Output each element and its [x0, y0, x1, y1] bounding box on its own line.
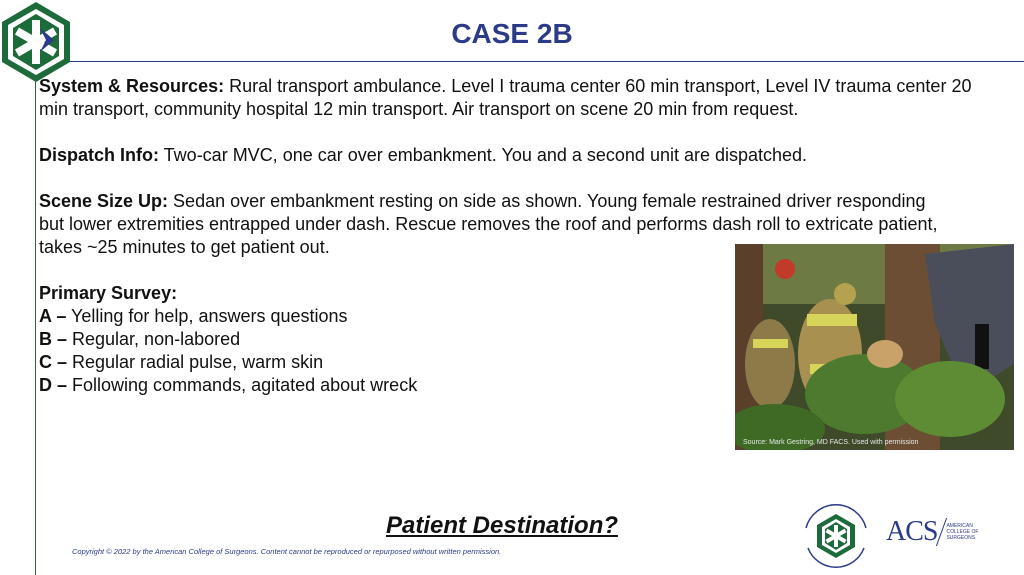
scene-photo	[735, 244, 1014, 450]
copyright-notice: Copyright © 2022 by the American College of Surgeons. Content cannot be reproduced or repurposed without written permission.	[72, 547, 502, 556]
dispatch-info-label: Dispatch Info:	[39, 145, 159, 165]
survey-item-text: Regular radial pulse, warm skin	[67, 352, 324, 372]
scene-photo-image	[735, 244, 1014, 450]
survey-item-text: Following commands, agitated about wreck	[67, 375, 418, 395]
page-title: CASE 2B	[451, 18, 573, 49]
acs-logo-text: AMERICAN COLLEGE OF SURGEONS	[946, 523, 979, 541]
left-rule	[35, 70, 36, 575]
survey-item-key: C –	[39, 352, 68, 372]
survey-item-text: Regular, non-labored	[67, 329, 241, 349]
system-resources-label: System & Resources:	[39, 76, 225, 96]
header-rule	[70, 61, 1024, 62]
survey-item-text: Yelling for help, answers questions	[66, 306, 348, 326]
system-resources-text: Rural transport ambulance. Level I trauma center 60 min transport, Level IV trauma center 20 min transport, community hospital 12 min transport. Air transport on scene 20 min from request.	[39, 76, 972, 119]
survey-item-key: A –	[39, 306, 67, 326]
scene-size-up-label: Scene Size Up:	[39, 191, 169, 211]
field-triage-guidelines-logo-icon	[798, 498, 874, 574]
dispatch-info-paragraph	[39, 144, 979, 167]
scene-size-up-text: Sedan over embankment resting on side as shown. Young female restrained driver responding but lower extremities entrapped under dash. Rescue removes the roof and performs dash roll to extricate patient, takes ~25 minutes to get patient out.	[39, 191, 938, 257]
acs-logo	[886, 516, 996, 548]
photo-credit: Source: Mark Gestring, MD FACS. Used with permission	[743, 439, 919, 446]
patient-destination-question: Patient Destination?	[386, 512, 619, 539]
system-resources-paragraph	[39, 75, 979, 121]
survey-item-key: D –	[39, 375, 68, 395]
primary-survey-label: Primary Survey:	[39, 283, 178, 303]
survey-item-key: B –	[39, 329, 68, 349]
dispatch-info-text: Two-car MVC, one car over embankment. You and a second unit are dispatched.	[159, 145, 808, 165]
acs-logo-mark: ACS	[886, 516, 938, 547]
